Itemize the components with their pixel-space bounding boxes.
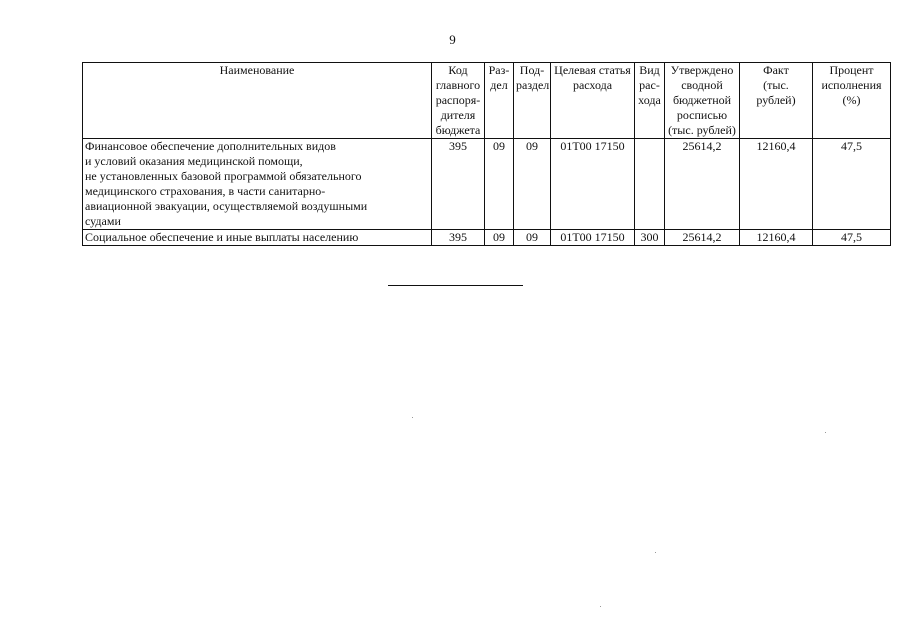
header-subsection: Под- раздел	[514, 63, 551, 139]
row-approved: 25614,2	[665, 139, 740, 230]
row-code: 395	[432, 139, 485, 230]
header-expense-type: Вид рас- хода	[635, 63, 665, 139]
header-approved: Утверждено сводной бюджетной росписью (тыс. рублей)	[665, 63, 740, 139]
row-fact: 12160,4	[740, 139, 813, 230]
scan-speck	[600, 606, 601, 607]
scan-speck	[412, 417, 413, 418]
page-number: 9	[449, 32, 456, 47]
row-expense-type	[635, 139, 665, 230]
row-expense-type: 300	[635, 230, 665, 246]
row-percent: 47,5	[813, 139, 891, 230]
header-fact: Факт (тыс. рублей)	[740, 63, 813, 139]
row-subsection: 09	[514, 139, 551, 230]
header-percent: Процент исполнения (%)	[813, 63, 891, 139]
header-section: Раз- дел	[485, 63, 514, 139]
header-name: Наименование	[83, 63, 432, 139]
row-subsection: 09	[514, 230, 551, 246]
header-code: Код главного распоря- дителя бюджета	[432, 63, 485, 139]
end-divider	[388, 285, 523, 286]
row-approved: 25614,2	[665, 230, 740, 246]
scan-speck	[825, 432, 826, 433]
row-target-article: 01Т00 17150	[551, 139, 635, 230]
row-fact: 12160,4	[740, 230, 813, 246]
row-code: 395	[432, 230, 485, 246]
row-target-article: 01Т00 17150	[551, 230, 635, 246]
budget-execution-table	[82, 62, 891, 246]
row-section: 09	[485, 139, 514, 230]
table-row	[83, 139, 891, 230]
row-name: Финансовое обеспечение дополнительных видов и условий оказания медицинской помощи, не установленных базовой программой обязательного медицинского страхования, в части санитарно- авиационной эвакуации, осуществляемой воздушными судами	[83, 139, 432, 230]
table-header-row	[83, 63, 891, 139]
row-section: 09	[485, 230, 514, 246]
row-name: Социальное обеспечение и иные выплаты населению	[83, 230, 432, 246]
scan-speck	[655, 552, 656, 553]
header-target-article: Целевая статья расхода	[551, 63, 635, 139]
table-row	[83, 230, 891, 246]
row-percent: 47,5	[813, 230, 891, 246]
